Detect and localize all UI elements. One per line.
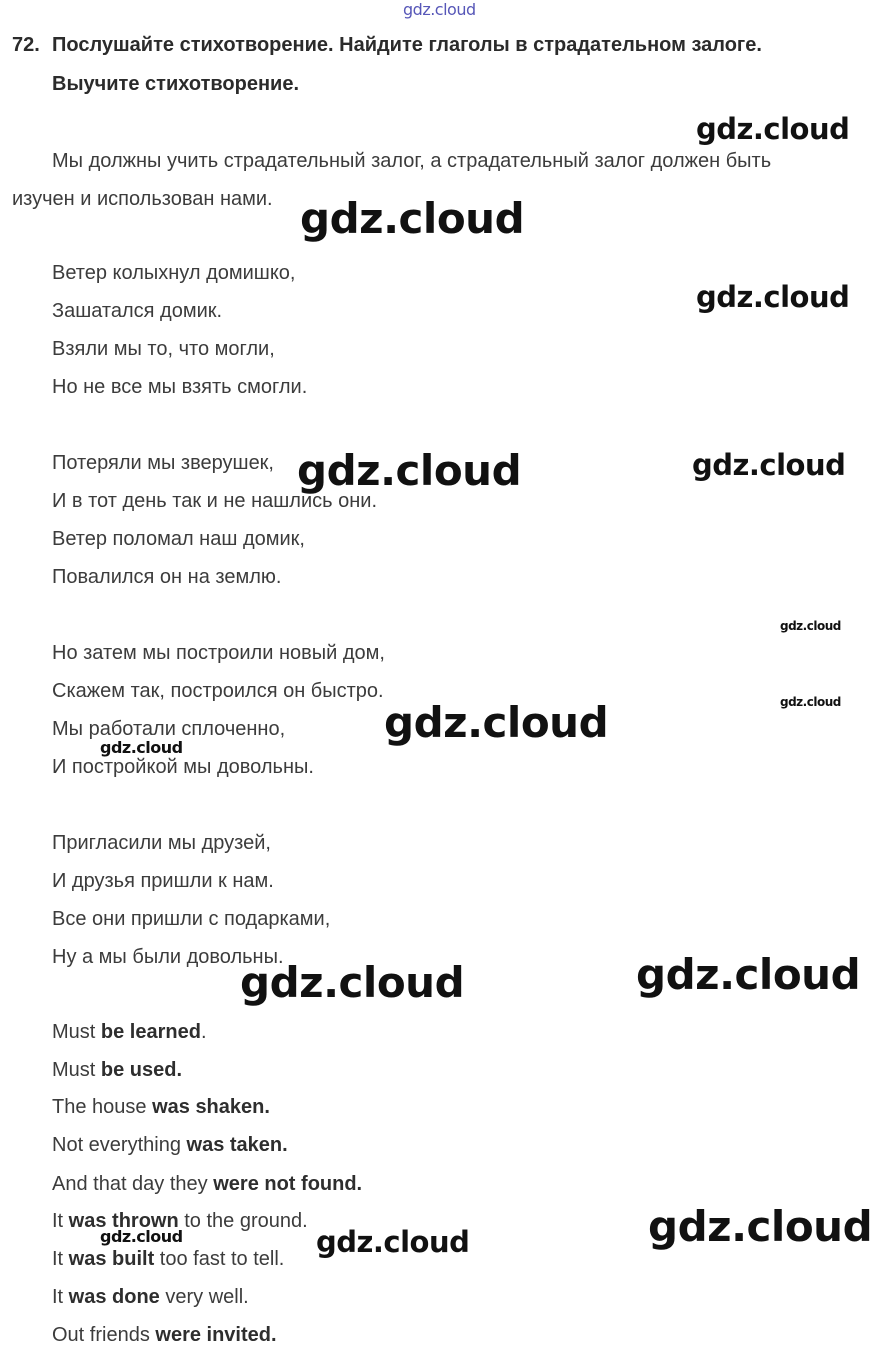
watermark: gdz.cloud <box>300 194 525 243</box>
poem-line: Ветер колыхнул домишко, <box>52 262 296 284</box>
watermark: gdz.cloud <box>696 280 850 314</box>
answer-text: Not everything <box>52 1134 187 1156</box>
poem-line: Взяли мы то, что могли, <box>52 338 275 360</box>
answer-text: to the ground. <box>178 1210 308 1232</box>
passive-verb: was built <box>68 1248 155 1270</box>
answer-text: And that day they <box>52 1173 214 1195</box>
answer-line <box>52 1059 182 1082</box>
poem-line: И в тот день так и не нашлись они. <box>52 490 378 512</box>
answer-line <box>52 1096 270 1119</box>
poem-line: Потеряли мы зверушек, <box>52 452 274 474</box>
answer-line <box>52 1021 207 1044</box>
watermark: gdz.cloud <box>780 619 841 633</box>
poem-line: Ну а мы были довольны. <box>52 946 284 968</box>
poem-line: Скажем так, построился он быстро. <box>52 680 384 702</box>
answer-text: Must <box>52 1021 101 1043</box>
poem-line: Но затем мы построили новый дом, <box>52 642 385 664</box>
answer-text: Must <box>52 1059 101 1081</box>
watermark-top: gdz.cloud <box>403 0 476 19</box>
watermark: gdz.cloud <box>636 950 861 999</box>
answer-text: It <box>52 1286 69 1308</box>
poem-line: Но не все мы взять смогли. <box>52 376 308 398</box>
passive-verb: were not found. <box>213 1173 363 1195</box>
answer-line <box>52 1173 362 1196</box>
answer-line <box>52 1248 284 1271</box>
answer-text: It <box>52 1248 69 1270</box>
passive-verb: was thrown <box>68 1210 179 1232</box>
answer-text: . <box>200 1021 207 1043</box>
poem-line: И друзья пришли к нам. <box>52 870 274 892</box>
poem-line: И постройкой мы довольны. <box>52 756 314 778</box>
answer-text: too fast to tell. <box>154 1248 285 1270</box>
passive-verb: was done <box>68 1286 160 1308</box>
watermark: gdz.cloud <box>692 448 846 482</box>
answer-text: Out friends <box>52 1324 156 1346</box>
answer-text: It <box>52 1210 69 1232</box>
passive-verb: be used. <box>100 1059 183 1081</box>
poem-line: Все они пришли с подарками, <box>52 908 331 930</box>
task-number: 72. <box>12 34 40 56</box>
passive-verb: be learned <box>100 1021 201 1043</box>
intro-line1: Мы должны учить страдательный залог, а страдательный залог должен быть <box>52 150 772 172</box>
poem-line: Пригласили мы друзей, <box>52 832 271 854</box>
answer-line <box>52 1134 288 1157</box>
watermark: gdz.cloud <box>696 112 850 146</box>
watermark: gdz.cloud <box>648 1202 873 1251</box>
answer-text: very well. <box>159 1286 249 1308</box>
answer-text: The house <box>52 1096 153 1118</box>
task-instruction-line2: Выучите стихотворение. <box>52 73 300 95</box>
passive-verb: were invited. <box>155 1324 277 1346</box>
answer-line <box>52 1286 249 1309</box>
poem-line: Ветер поломал наш домик, <box>52 528 305 550</box>
task-instruction-line1: Послушайте стихотворение. Найдите глаголы в страдательном залоге. <box>52 34 762 56</box>
poem-line: Мы работали сплоченно, <box>52 718 286 740</box>
watermark: gdz.cloud <box>780 695 841 709</box>
watermark: gdz.cloud <box>100 738 183 757</box>
watermark: gdz.cloud <box>240 958 465 1007</box>
passive-verb: was shaken. <box>152 1096 270 1118</box>
poem-line: Зашатался домик. <box>52 300 223 322</box>
watermark: gdz.cloud <box>316 1225 470 1259</box>
passive-verb: was taken. <box>186 1134 288 1156</box>
intro-line2: изучен и использован нами. <box>12 188 273 210</box>
watermark: gdz.cloud <box>384 698 609 747</box>
watermark: gdz.cloud <box>297 446 522 495</box>
poem-line: Повалился он на землю. <box>52 566 282 588</box>
watermark: gdz.cloud <box>100 1227 183 1246</box>
answer-line <box>52 1324 277 1347</box>
